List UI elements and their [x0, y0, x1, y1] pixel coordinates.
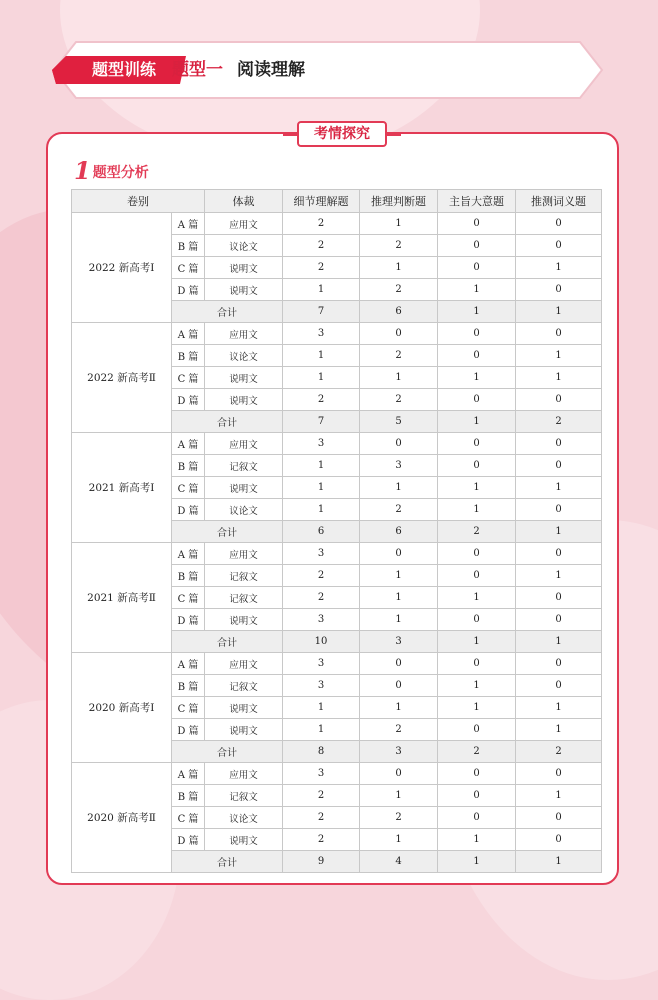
count-cell: 2	[283, 807, 360, 829]
count-cell: 2	[360, 235, 438, 257]
passage-label: C 篇	[172, 697, 205, 719]
passage-label: A 篇	[172, 543, 205, 565]
exam-name: 2022 新高考Ⅱ	[72, 323, 172, 433]
page-title-main: 题型一	[172, 60, 223, 80]
count-cell: 0	[360, 675, 438, 697]
count-cell: 1	[283, 719, 360, 741]
count-cell: 2	[283, 587, 360, 609]
exam-name: 2020 新高考Ⅱ	[72, 763, 172, 873]
count-cell: 0	[360, 653, 438, 675]
genre-cell: 应用文	[205, 433, 283, 455]
count-cell: 0	[438, 543, 516, 565]
passage-label: D 篇	[172, 609, 205, 631]
count-cell: 1	[360, 565, 438, 587]
count-cell: 1	[360, 609, 438, 631]
count-cell: 1	[438, 675, 516, 697]
count-cell: 1	[516, 477, 602, 499]
count-cell: 1	[360, 477, 438, 499]
count-cell: 1	[438, 477, 516, 499]
count-cell: 1	[360, 257, 438, 279]
count-cell: 3	[283, 609, 360, 631]
passage-label: B 篇	[172, 235, 205, 257]
column-header: 卷别	[72, 190, 205, 213]
count-cell: 0	[516, 609, 602, 631]
count-cell: 0	[516, 279, 602, 301]
passage-label: D 篇	[172, 279, 205, 301]
count-cell: 1	[438, 829, 516, 851]
count-cell: 0	[438, 235, 516, 257]
count-cell: 1	[516, 565, 602, 587]
genre-cell: 记叙文	[205, 587, 283, 609]
total-cell: 8	[283, 741, 360, 763]
total-cell: 10	[283, 631, 360, 653]
count-cell: 2	[360, 719, 438, 741]
count-cell: 1	[438, 587, 516, 609]
count-cell: 1	[360, 785, 438, 807]
count-cell: 1	[283, 345, 360, 367]
count-cell: 0	[360, 543, 438, 565]
total-cell: 3	[360, 631, 438, 653]
passage-label: B 篇	[172, 345, 205, 367]
total-cell: 2	[438, 521, 516, 543]
count-cell: 0	[516, 675, 602, 697]
section-tag-label: 题型训练	[91, 60, 156, 79]
total-label: 合计	[172, 631, 283, 653]
count-cell: 1	[283, 477, 360, 499]
count-cell: 0	[516, 807, 602, 829]
count-cell: 2	[360, 279, 438, 301]
total-cell: 6	[360, 301, 438, 323]
count-cell: 1	[438, 499, 516, 521]
count-cell: 0	[438, 455, 516, 477]
total-cell: 3	[360, 741, 438, 763]
genre-cell: 应用文	[205, 763, 283, 785]
count-cell: 1	[516, 719, 602, 741]
total-cell: 2	[438, 741, 516, 763]
count-cell: 0	[438, 653, 516, 675]
passage-label: B 篇	[172, 785, 205, 807]
count-cell: 0	[438, 565, 516, 587]
count-cell: 0	[438, 257, 516, 279]
genre-cell: 议论文	[205, 499, 283, 521]
genre-cell: 说明文	[205, 697, 283, 719]
passage-label: D 篇	[172, 829, 205, 851]
count-cell: 3	[283, 323, 360, 345]
passage-label: D 篇	[172, 719, 205, 741]
genre-cell: 说明文	[205, 609, 283, 631]
total-cell: 1	[438, 851, 516, 873]
section-heading	[74, 158, 149, 184]
title-bar	[52, 40, 604, 100]
count-cell: 0	[516, 763, 602, 785]
count-cell: 2	[283, 829, 360, 851]
passage-label: A 篇	[172, 433, 205, 455]
count-cell: 3	[360, 455, 438, 477]
total-cell: 5	[360, 411, 438, 433]
genre-cell: 应用文	[205, 213, 283, 235]
genre-cell: 应用文	[205, 323, 283, 345]
passage-label: B 篇	[172, 675, 205, 697]
count-cell: 1	[438, 279, 516, 301]
total-cell: 1	[516, 851, 602, 873]
total-cell: 1	[516, 631, 602, 653]
count-cell: 0	[516, 323, 602, 345]
passage-label: A 篇	[172, 763, 205, 785]
count-cell: 1	[360, 213, 438, 235]
column-header: 主旨大意题	[438, 190, 516, 213]
total-cell: 1	[516, 301, 602, 323]
count-cell: 0	[516, 433, 602, 455]
table-row	[72, 433, 602, 455]
page-title-sub: 阅读理解	[237, 60, 305, 80]
total-cell: 1	[438, 411, 516, 433]
genre-cell: 说明文	[205, 389, 283, 411]
genre-cell: 记叙文	[205, 455, 283, 477]
total-label: 合计	[172, 741, 283, 763]
count-cell: 0	[438, 807, 516, 829]
count-cell: 0	[516, 455, 602, 477]
total-cell: 7	[283, 301, 360, 323]
count-cell: 2	[283, 235, 360, 257]
count-cell: 2	[283, 257, 360, 279]
count-cell: 0	[360, 763, 438, 785]
genre-cell: 记叙文	[205, 675, 283, 697]
total-cell: 4	[360, 851, 438, 873]
table-row	[72, 543, 602, 565]
genre-cell: 说明文	[205, 477, 283, 499]
passage-label: D 篇	[172, 499, 205, 521]
table-row	[72, 763, 602, 785]
column-header: 体裁	[205, 190, 283, 213]
total-label: 合计	[172, 851, 283, 873]
count-cell: 1	[360, 829, 438, 851]
count-cell: 3	[283, 543, 360, 565]
count-cell: 0	[516, 499, 602, 521]
count-cell: 0	[360, 323, 438, 345]
passage-label: C 篇	[172, 257, 205, 279]
passage-label: A 篇	[172, 653, 205, 675]
passage-label: C 篇	[172, 587, 205, 609]
total-label: 合计	[172, 521, 283, 543]
passage-label: C 篇	[172, 807, 205, 829]
count-cell: 3	[283, 433, 360, 455]
count-cell: 1	[360, 367, 438, 389]
count-cell: 0	[516, 653, 602, 675]
section-title: 题型分析	[92, 165, 149, 181]
count-cell: 0	[516, 587, 602, 609]
exam-name: 2021 新高考Ⅰ	[72, 433, 172, 543]
total-cell: 2	[516, 411, 602, 433]
table-row	[72, 213, 602, 235]
total-cell: 6	[283, 521, 360, 543]
count-cell: 1	[438, 367, 516, 389]
passage-label: B 篇	[172, 455, 205, 477]
page-title	[172, 57, 305, 83]
count-cell: 1	[516, 785, 602, 807]
count-cell: 2	[283, 565, 360, 587]
count-cell: 2	[283, 785, 360, 807]
total-cell: 9	[283, 851, 360, 873]
column-header: 推测词义题	[516, 190, 602, 213]
passage-label: C 篇	[172, 367, 205, 389]
count-cell: 0	[516, 389, 602, 411]
count-cell: 0	[438, 785, 516, 807]
genre-cell: 说明文	[205, 367, 283, 389]
count-cell: 2	[360, 345, 438, 367]
count-cell: 2	[360, 389, 438, 411]
genre-cell: 应用文	[205, 653, 283, 675]
count-cell: 1	[516, 345, 602, 367]
total-label: 合计	[172, 301, 283, 323]
count-cell: 0	[516, 543, 602, 565]
count-cell: 1	[283, 279, 360, 301]
table-row	[72, 323, 602, 345]
count-cell: 3	[283, 675, 360, 697]
total-label: 合计	[172, 411, 283, 433]
count-cell: 0	[438, 323, 516, 345]
exam-name: 2020 新高考Ⅰ	[72, 653, 172, 763]
total-cell: 1	[516, 521, 602, 543]
count-cell: 2	[283, 389, 360, 411]
passage-label: A 篇	[172, 213, 205, 235]
count-cell: 0	[438, 719, 516, 741]
genre-cell: 议论文	[205, 807, 283, 829]
count-cell: 1	[283, 367, 360, 389]
count-cell: 3	[283, 763, 360, 785]
count-cell: 2	[360, 499, 438, 521]
genre-cell: 说明文	[205, 257, 283, 279]
total-cell: 7	[283, 411, 360, 433]
count-cell: 0	[516, 213, 602, 235]
genre-cell: 记叙文	[205, 565, 283, 587]
count-cell: 0	[438, 389, 516, 411]
passage-label: D 篇	[172, 389, 205, 411]
count-cell: 2	[283, 213, 360, 235]
count-cell: 2	[360, 807, 438, 829]
genre-cell: 说明文	[205, 829, 283, 851]
table-header-row	[72, 190, 602, 213]
panel-badge: 考情探究	[297, 121, 387, 147]
table-row	[72, 653, 602, 675]
exam-name: 2021 新高考Ⅱ	[72, 543, 172, 653]
column-header: 推理判断题	[360, 190, 438, 213]
total-cell: 1	[438, 631, 516, 653]
analysis-table	[71, 189, 602, 873]
count-cell: 0	[360, 433, 438, 455]
total-cell: 2	[516, 741, 602, 763]
passage-label: C 篇	[172, 477, 205, 499]
total-cell: 1	[438, 301, 516, 323]
count-cell: 1	[516, 697, 602, 719]
genre-cell: 说明文	[205, 279, 283, 301]
section-number: 1	[74, 156, 91, 185]
count-cell: 1	[516, 257, 602, 279]
genre-cell: 记叙文	[205, 785, 283, 807]
count-cell: 3	[283, 653, 360, 675]
count-cell: 0	[438, 213, 516, 235]
count-cell: 1	[360, 697, 438, 719]
passage-label: A 篇	[172, 323, 205, 345]
count-cell: 1	[516, 367, 602, 389]
passage-label: B 篇	[172, 565, 205, 587]
count-cell: 0	[438, 763, 516, 785]
column-header: 细节理解题	[283, 190, 360, 213]
exam-name: 2022 新高考Ⅰ	[72, 213, 172, 323]
genre-cell: 议论文	[205, 235, 283, 257]
count-cell: 1	[283, 455, 360, 477]
count-cell: 0	[438, 433, 516, 455]
genre-cell: 议论文	[205, 345, 283, 367]
total-cell: 6	[360, 521, 438, 543]
count-cell: 0	[516, 829, 602, 851]
count-cell: 1	[360, 587, 438, 609]
count-cell: 0	[516, 235, 602, 257]
count-cell: 1	[283, 697, 360, 719]
count-cell: 0	[438, 609, 516, 631]
count-cell: 0	[438, 345, 516, 367]
count-cell: 1	[438, 697, 516, 719]
genre-cell: 说明文	[205, 719, 283, 741]
count-cell: 1	[283, 499, 360, 521]
genre-cell: 应用文	[205, 543, 283, 565]
